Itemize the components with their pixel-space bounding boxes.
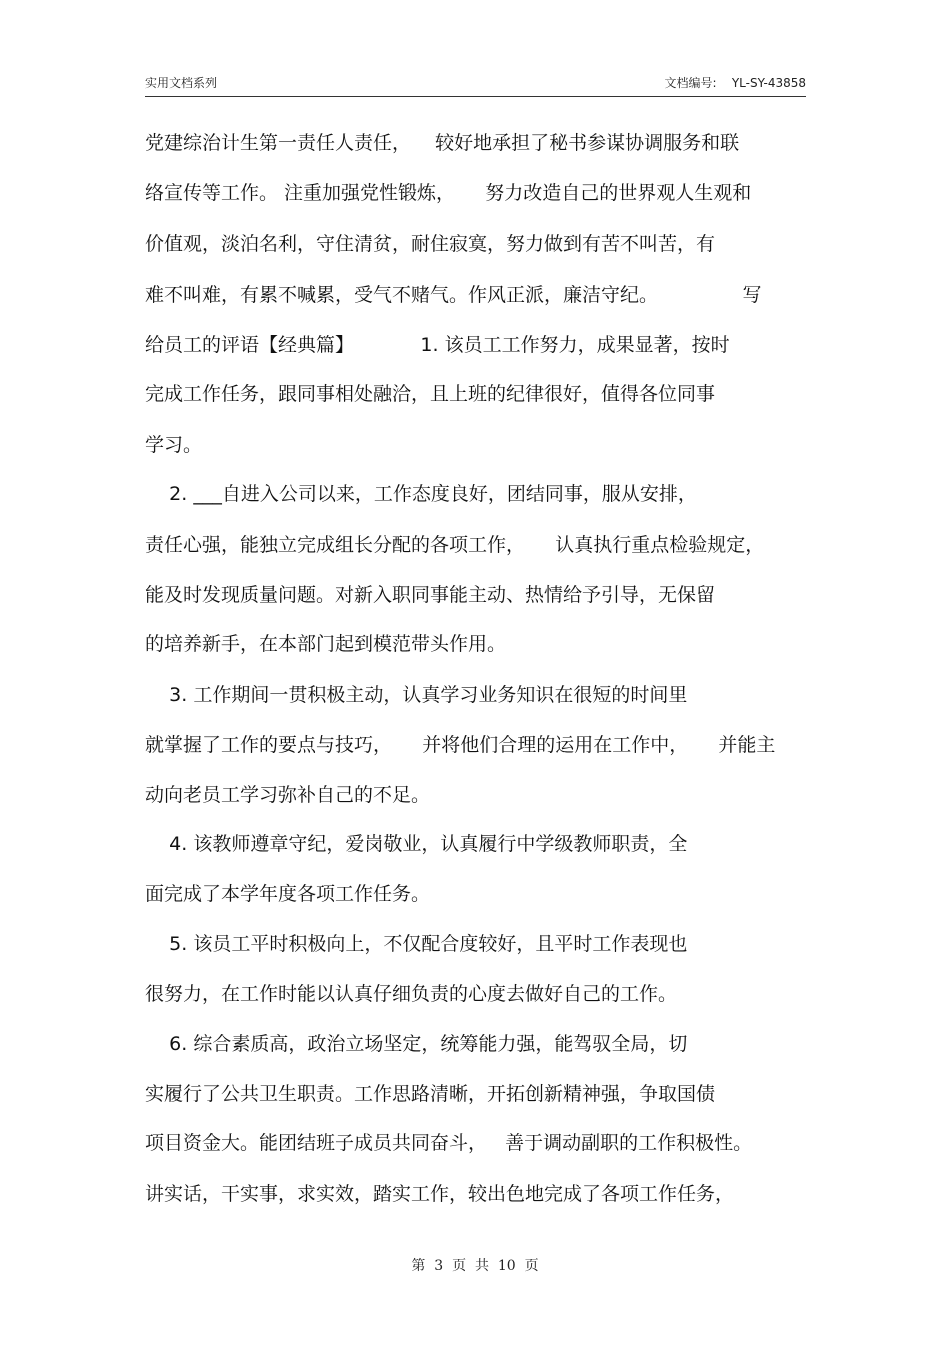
text-line: 项目资金大。能团结班子成员共同奋斗， 善于调动副职的工作积极性。 <box>145 1132 753 1154</box>
text-line: 很努力，在工作时能以认真仔细负责的心度去做好自己的工作。 <box>145 983 678 1005</box>
page-header <box>145 74 806 94</box>
text-line: 4. 该教师遵章守纪，爱岗敬业，认真履行中学级教师职责，全 <box>145 833 688 855</box>
text-line: 给员工的评语【经典篇】 1. 该员工工作努力，成果显著，按时 <box>145 334 730 356</box>
text-line: 实履行了公共卫生职责。工作思路清晰，开拓创新精神强，争取国债 <box>145 1083 716 1105</box>
text-line: 党建综治计生第一责任人责任， 较好地承担了秘书参谋协调服务和联 <box>145 132 740 154</box>
document-number-label: 文档编号: YL-SY-43858 <box>664 76 806 90</box>
text-line: 价值观，淡泊名利，守住清贫，耐住寂寞，努力做到有苦不叫苦，有 <box>145 233 716 255</box>
text-line: 学习。 <box>145 434 203 456</box>
text-line: 讲实话，干实事，求实效，踏实工作，较出色地完成了各项工作任务， <box>145 1183 735 1205</box>
text-line: 3. 工作期间一贯积极主动，认真学习业务知识在很短的时间里 <box>145 684 688 706</box>
text-line: 2. ___自进入公司以来，工作态度良好，团结同事，服从安排， <box>145 483 697 505</box>
text-line: 能及时发现质量问题。对新入职同事能主动、热情给予引导，无保留 <box>145 584 716 606</box>
text-line: 的培养新手，在本部门起到模范带头作用。 <box>145 633 507 655</box>
document-series-label: 实用文档系列 <box>145 76 218 90</box>
text-line: 络宣传等工作。 注重加强党性锻炼， 努力改造自己的世界观人生观和 <box>145 182 752 204</box>
text-line: 5. 该员工平时积极向上，不仅配合度较好，且平时工作表现也 <box>145 933 688 955</box>
text-line: 6. 综合素质高，政治立场坚定，统筹能力强，能驾驭全局，切 <box>145 1033 688 1055</box>
header-divider <box>145 96 806 97</box>
text-line: 责任心强，能独立完成组长分配的各项工作， 认真执行重点检验规定， <box>145 534 765 556</box>
page-number-footer: 第 3 页 共 10 页 <box>411 1258 539 1274</box>
text-line: 面完成了本学年度各项工作任务。 <box>145 883 431 905</box>
text-line: 完成工作任务，跟同事相处融洽，且上班的纪律很好，值得各位同事 <box>145 383 716 405</box>
text-line: 难不叫难，有累不喊累，受气不赌气。作风正派，廉洁守纪。 写 <box>145 284 762 306</box>
text-line: 动向老员工学习弥补自己的不足。 <box>145 784 431 806</box>
text-line: 就掌握了工作的要点与技巧， 并将他们合理的运用在工作中， 并能主 <box>145 734 776 756</box>
